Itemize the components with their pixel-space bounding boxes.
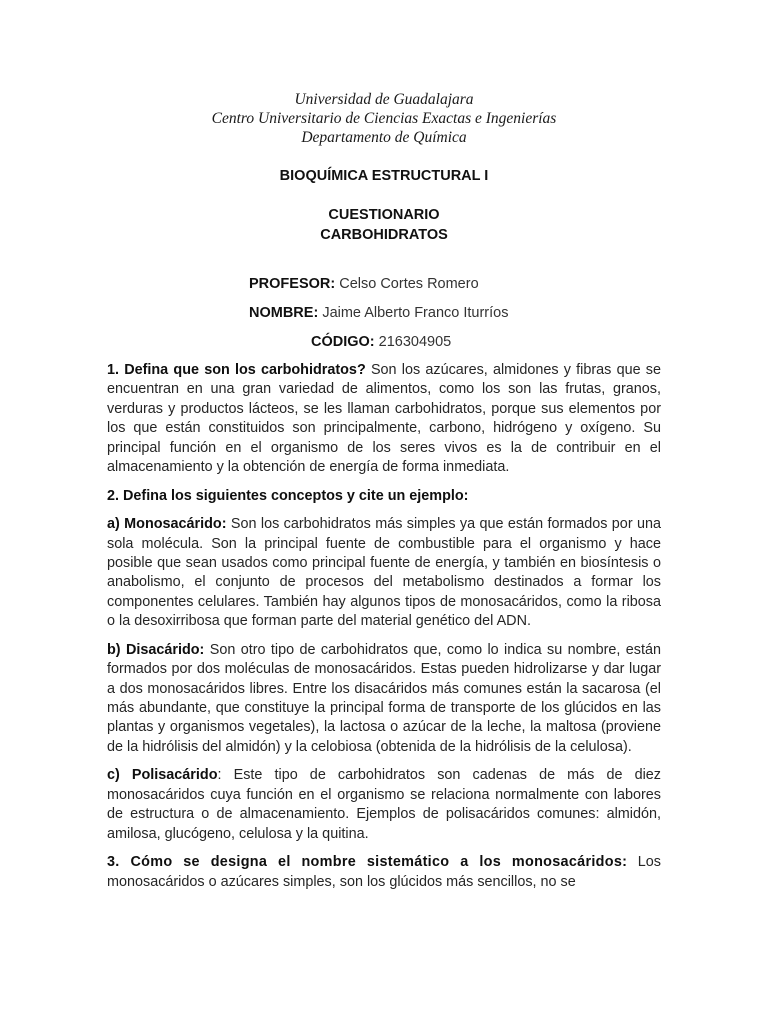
question-2-prompt: 2. Defina los siguientes conceptos y cite un ejemplo:	[107, 487, 469, 504]
question-1-prompt: 1. Defina que son los carbohidratos?	[107, 362, 366, 378]
document-subtitle	[0, 206, 768, 245]
concept-polysaccharide-label: c) Polisacárido	[107, 767, 218, 784]
concept-polysaccharide	[107, 766, 661, 844]
concept-monosaccharide-text: Son los carbohidratos más simples ya que están formados por una sola molécula. Son la principal fuente de combustible para el organismo y hace posible que sean usados como principal fuente de energía, y también en biosíntesis o anabolismo, el conjunto de procesos del metabolismo destinados a formar los componentes celulares. También hay algunos tipos de monosacáridos, como la ribosa o la desoxirribosa que forman parte del material genético del ADN.	[107, 516, 661, 630]
document-type: CUESTIONARIO	[328, 207, 440, 223]
code-row	[311, 333, 451, 352]
university-name: Universidad de Guadalajara	[294, 91, 474, 108]
student-row	[249, 304, 508, 323]
course-title: BIOQUÍMICA ESTRUCTURAL I	[279, 168, 489, 184]
question-2	[107, 487, 661, 506]
document-topic: CARBOHIDRATOS	[320, 226, 448, 243]
concept-polysaccharide-text: : Este tipo de carbohidratos son cadenas de más de diez monosacáridos cuya función en el organismo se relaciona normalmente con labores de estructura o de almacenamiento. Ejemplos de polisacáridos comunes: almidón, amilosa, glucógeno, celulosa y la quitina.	[107, 767, 661, 842]
concept-disaccharide-text: Son otro tipo de carbohidratos que, como lo indica su nombre, están formados por dos moléculas de monosacáridos. Estas pueden hidrolizarse y dar lugar a dos monosacáridos libres. Entre los disacáridos más comunes están la sacarosa (el más abundante, que constituye la principal forma de transporte de los glúcidos en las plantas y organismos vegetales), la lactosa o azúcar de la leche, la maltosa (proviene de la hidrólisis del almidón) y la celobiosa (obtenida de la hidrólisis de la celulosa).	[107, 641, 661, 755]
question-3-answer: Los monosacáridos o azúcares simples, son los glúcidos más sencillos, no se	[107, 854, 661, 890]
student-code: 216304905	[378, 334, 452, 350]
question-1	[107, 361, 661, 477]
concept-disaccharide	[107, 641, 661, 757]
concept-monosaccharide	[107, 515, 661, 631]
student-name: Jaime Alberto Franco Iturríos	[322, 305, 509, 321]
student-label: NOMBRE:	[249, 305, 319, 321]
professor-name: Celso Cortes Romero	[339, 276, 479, 292]
question-3-prompt: 3. Cómo se designa el nombre sistemático a los monosacáridos:	[107, 854, 628, 871]
professor-row	[249, 275, 479, 294]
center-name: Centro Universitario de Ciencias Exactas e Ingenierías	[211, 110, 557, 127]
department-name: Departamento de Química	[301, 129, 467, 146]
professor-label: PROFESOR:	[249, 276, 336, 292]
concept-disaccharide-label: b) Disacárido:	[107, 641, 205, 658]
question-1-answer: Son los azúcares, almidones y fibras que se encuentran en una gran variedad de alimentos, como los son las frutas, granos, verduras y productos lácteos, se les llaman carbohidratos, porque sus elementos por los que están constituidos son principalmente, carbono, hidrógeno y oxígeno. Su principal función en el organismo de los seres vivos es la de contribuir en el almacenamiento y la obtención de energía de forma inmediata.	[107, 362, 661, 476]
question-3	[107, 853, 661, 892]
concept-monosaccharide-label: a) Monosacárido:	[107, 516, 227, 533]
institution-header	[0, 90, 768, 147]
code-label: CÓDIGO:	[311, 334, 375, 350]
questionnaire-body	[107, 361, 661, 901]
